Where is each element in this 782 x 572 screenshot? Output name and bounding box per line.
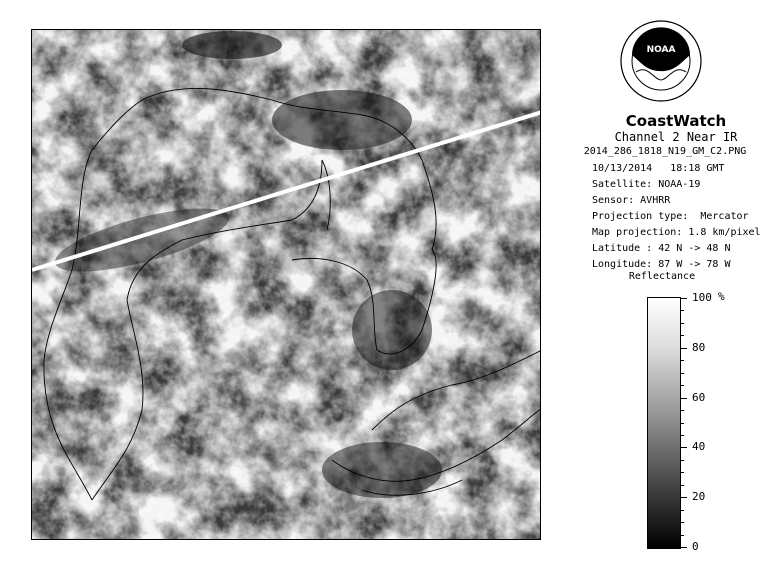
map-projection-info: Map projection: 1.8 km/pixel [592, 227, 761, 238]
legend-unit: % [718, 290, 725, 303]
colorbar-tick [681, 310, 684, 311]
colorbar-tick-label: 60 [692, 391, 706, 404]
colorbar-tick [681, 547, 687, 548]
legend-title: Reflectance [628, 271, 696, 282]
colorbar-tick-label: 0 [692, 540, 699, 553]
colorbar-tick-label: 20 [692, 490, 706, 503]
colorbar-tick [681, 348, 687, 349]
satellite-image [31, 29, 541, 540]
satellite-info: Satellite: NOAA-19 [592, 179, 701, 190]
colorbar-tick [681, 323, 684, 324]
longitude-info: Longitude: 87 W -> 78 W [592, 259, 731, 270]
app-title: CoastWatch [625, 112, 727, 130]
noaa-logo [620, 20, 702, 102]
colorbar-tick [681, 510, 684, 511]
colorbar-tick [681, 385, 684, 386]
colorbar-tick [681, 360, 684, 361]
colorbar-tick [681, 335, 684, 336]
colorbar-tick [681, 298, 687, 299]
latitude-info: Latitude : 42 N -> 48 N [592, 243, 731, 254]
reflectance-colorbar [647, 297, 681, 549]
colorbar-tick [681, 435, 684, 436]
colorbar-tick [681, 398, 687, 399]
colorbar-tick [681, 447, 687, 448]
colorbar-tick [681, 472, 684, 473]
file-name: 2014_286_1818_N19_GM_C2.PNG [583, 146, 747, 157]
colorbar-tick-label: 80 [692, 341, 706, 354]
colorbar-tick [681, 410, 684, 411]
colorbar-tick [681, 423, 684, 424]
sensor-info: Sensor: AVHRR [592, 195, 671, 206]
colorbar-tick [681, 522, 684, 523]
colorbar-tick [681, 535, 684, 536]
channel-name: Channel 2 Near IR [614, 130, 738, 144]
colorbar-tick [681, 497, 687, 498]
acquisition-datetime: 10/13/2014 18:18 GMT [592, 163, 725, 174]
colorbar-tick [681, 460, 684, 461]
noaa-logo-text: NOAA [646, 45, 676, 55]
colorbar-tick-label: 100 [692, 291, 712, 304]
colorbar-tick [681, 373, 684, 374]
projection-type-info: Projection type: Mercator [592, 211, 749, 222]
colorbar-tick-label: 40 [692, 440, 706, 453]
colorbar-tick [681, 485, 684, 486]
